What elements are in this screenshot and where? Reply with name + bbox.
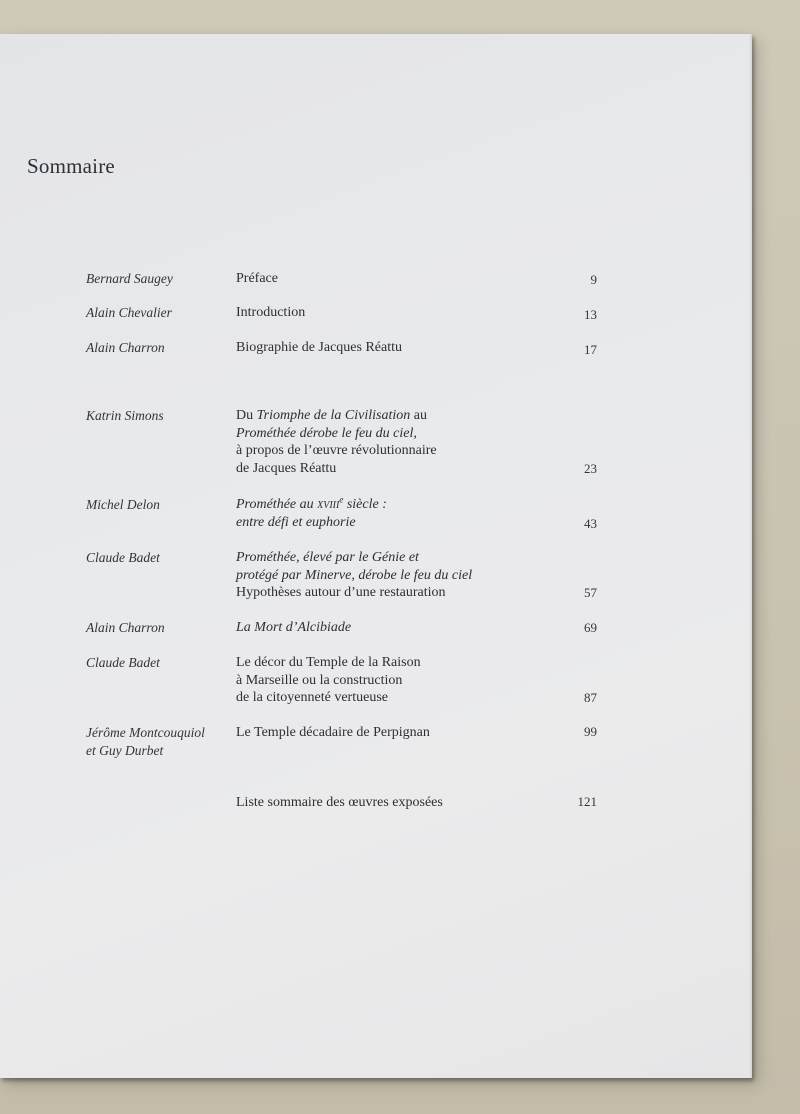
toc-title: Préface [236,271,278,286]
toc-title: Biographie de Jacques Réattu [236,340,403,355]
toc-page-number: 57 [584,585,597,600]
toc-page-number: 99 [584,724,597,739]
toc-title: Introduction [236,305,306,320]
toc-title: Le décor du Temple de la Raison à Marseille ou la construction de la citoyenneté vertueuse [236,655,421,705]
toc-page-number: 87 [584,690,597,705]
book-page [0,34,752,1078]
toc-author: Michel Delon [86,497,160,512]
toc-author: Alain Charron [86,340,165,355]
toc-title: Le Temple décadaire de Perpignan [236,725,430,740]
toc-author: Alain Charron [86,620,165,635]
page-title: Sommaire [27,154,115,178]
toc-page-number: 43 [584,516,597,531]
toc-title: Du Triomphe de la Civilisation au Prométhée dérobe le feu du ciel, à propos de l’œuvre révolutionnaire de Jacques Réattu [236,408,437,476]
toc-author: Jérôme Montcouquiol et Guy Durbet [86,725,205,758]
toc-title: Prométhée au xviii$^e$ siècle : entre défi et euphorie [236,494,387,530]
toc-author: Claude Badet [86,655,160,670]
toc-author: Katrin Simons [86,408,164,423]
toc-title: Prométhée, élevé par le Génie et protégé par Minerve, dérobe le feu du ciel Hypothèses autour d’une restauration [236,550,473,600]
toc-page-number: 121 [577,794,597,809]
toc-author: Claude Badet [86,550,160,565]
toc-title: Liste sommaire des œuvres exposées [236,795,443,810]
toc-title: La Mort d’Alcibiade [236,620,352,635]
toc-author: Alain Chevalier [86,305,172,320]
toc-page-number: 69 [584,620,597,635]
page-edge-shadow [749,34,752,1078]
toc-page-number: 17 [584,342,597,357]
toc-author: Bernard Saugey [86,271,173,286]
toc-page-number: 23 [584,461,597,476]
toc-page-number: 9 [590,272,597,287]
toc-page-number: 13 [584,307,597,322]
